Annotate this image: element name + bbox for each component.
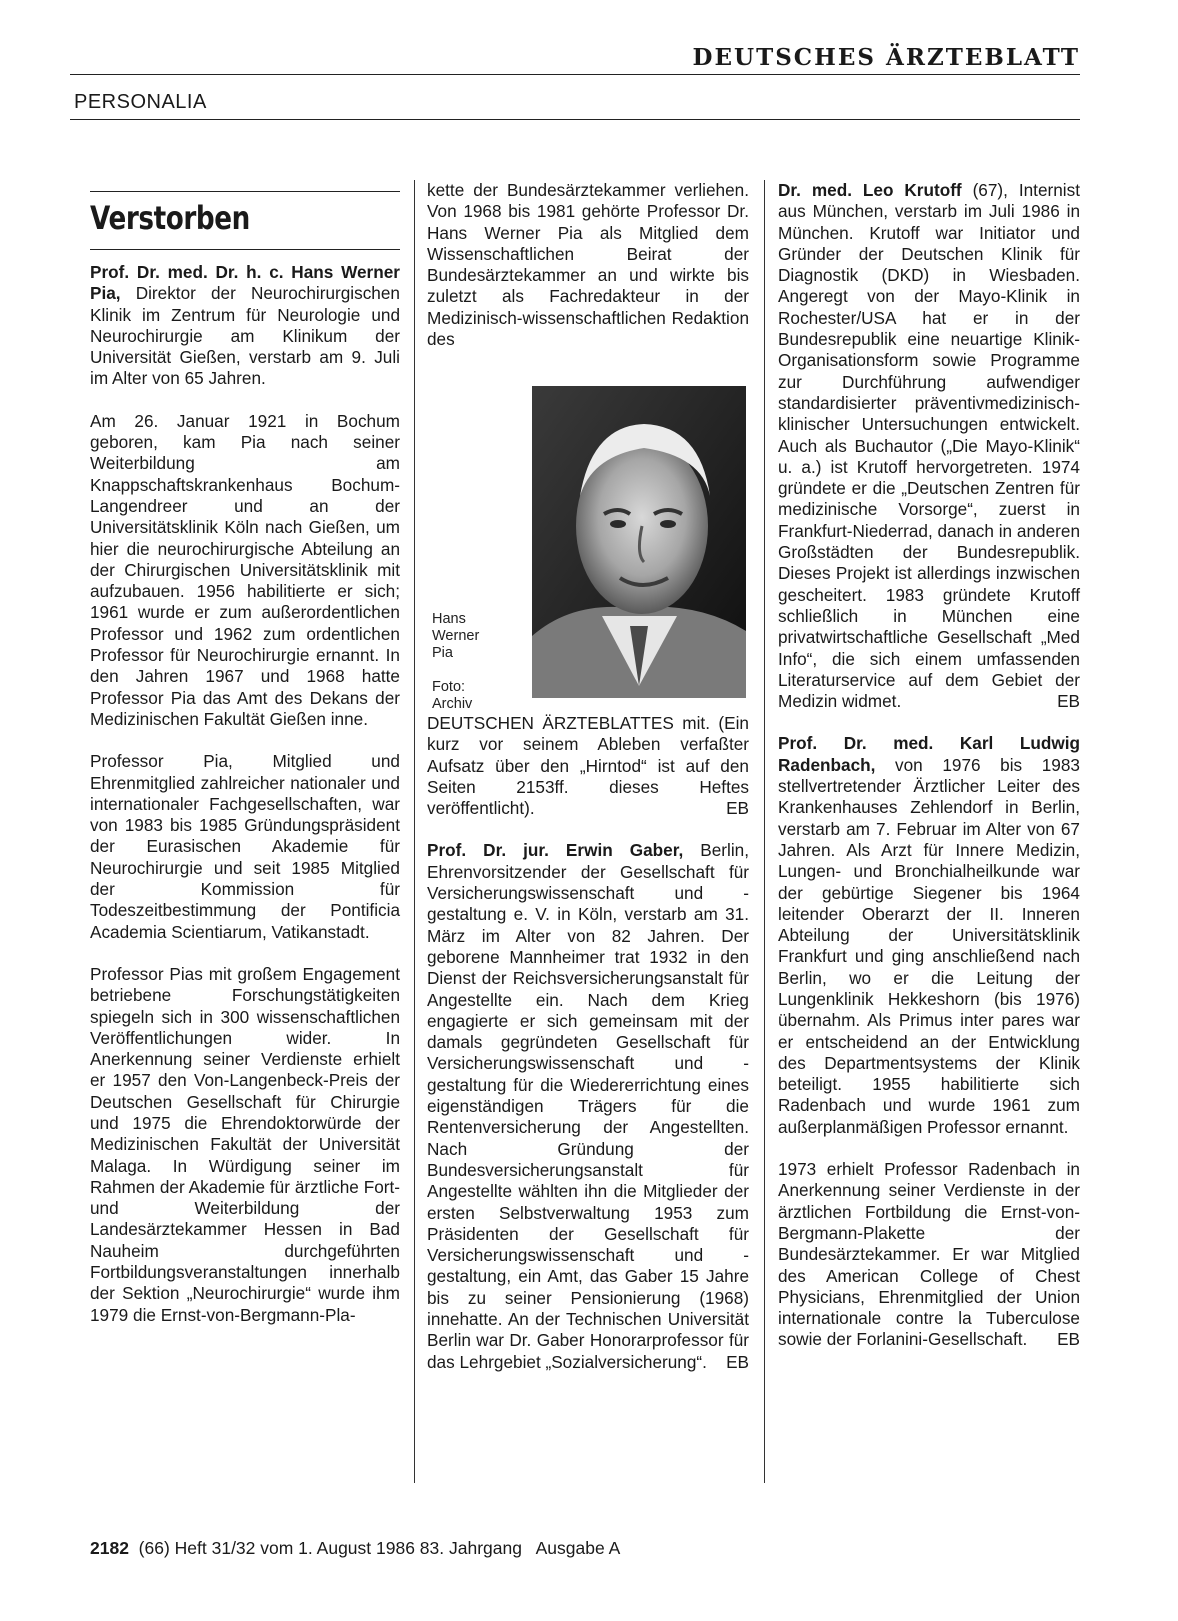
issue-info: (66) Heft 31/32 vom 1. August 1986 83. Jahrgang Ausgabe A bbox=[128, 1538, 621, 1558]
portrait-image bbox=[532, 386, 746, 698]
section-rule bbox=[70, 119, 1080, 120]
obituary-gaber bbox=[427, 840, 749, 1372]
obituary-radenbach-text: von 1976 bis 1983 stellvertretender Ärztlicher Leiter des Krankenhauses Zehlendorf in Berlin, verstarb am 7. Februar im Alter von 67 Jahren. Als Arzt für Innere Medizin, Lungen- und Bronchialheilkunde war der gebürtige Siegener bis 1964 leitender Oberarzt der II. Inneren Abteilung der Universitätsklinik Frankfurt und ging anschließend nach Berlin, wo er die Leitung der Lungenklinik Hekkeshorn (bis 1976) übernahm. Als Primus inter pares war er entscheidend an der Entwicklung des Departmentsystems der Klinik beteiligt. 1955 habilitierte sich Radenbach und wurde 1961 zum außerplanmäßigen Professor ernannt. bbox=[778, 754, 1080, 1137]
obituary-pia-p4: Professor Pias mit großem Engagement betriebene Forschungstätigkeiten spiegeln sich in 300 wissenschaftlichen Veröffentlichungen wider. In Anerkennung seiner Verdienste erhielt er 1957 den Von-Langenbeck-Preis der Deutschen Gesellschaft für Chirurgie und 1975 die Ehrendoktorwürde der Medizinischen Fakultät der Universität Malaga. In Würdigung seiner im Rahmen der Akademie für ärztliche Fort- und Weiterbildung der Landesärztekammer Hessen in Bad Nauheim durchgeführten Fortbildungsveranstaltungen innerhalb der Sektion „Neurochirurgie“ wurde ihm 1979 die Ernst-von-Bergmann-Pla- bbox=[90, 963, 400, 1325]
caption-credit-line-2: Archiv bbox=[432, 696, 473, 712]
caption-name-line-3: Pia bbox=[432, 645, 453, 661]
column-1 bbox=[90, 262, 400, 1326]
heading-bottom-rule bbox=[90, 249, 400, 250]
signature-eb: EB bbox=[1057, 691, 1080, 712]
obituary-pia-intro bbox=[90, 262, 400, 390]
obituary-radenbach-p2-text: 1973 erhielt Professor Radenbach in Anerkennung seiner Verdienste in der ärztlichen Fortbildung die Ernst-von-Bergmann-Plakette der Bundesärztekammer. Er war Mitglied des American College of Chest Physicians, Ehrenmitglied der Union internationale contre la Tuberculose sowie der Forlanini-Gesellschaft. bbox=[778, 1159, 1080, 1350]
column-2-bottom bbox=[427, 713, 749, 1373]
caption-name-line-2: Werner bbox=[432, 628, 480, 644]
section-label: PERSONALIA bbox=[74, 91, 207, 113]
obituary-krutoff bbox=[778, 180, 1080, 712]
obituary-pia-p5: kette der Bundesärztekammer verliehen. Von 1968 bis 1981 gehörte Professor Dr. Hans Werner Pia als Mitglied dem Wissenschaftlichen Beirat der Bundesärztekammer an und wirkte bis zuletzt als Fachredakteur in der Medizinisch-wissenschaftlichen Redaktion des bbox=[427, 180, 749, 350]
signature-eb: EB bbox=[1057, 1329, 1080, 1350]
portrait-photo bbox=[532, 386, 746, 698]
obituary-pia-intro-text: Direktor der Neurochirurgischen Klinik im Zentrum für Neurologie und Neurochirurgie am Klinikum der Universität Gießen, verstarb am 9. Juli im Alter von 65 Jahren. bbox=[90, 283, 400, 389]
photo-caption bbox=[432, 611, 479, 713]
heading: Verstorben bbox=[90, 199, 250, 237]
obituary-pia-p3: Professor Pia, Mitglied und Ehrenmitglied zahlreicher nationaler und internationaler Fachgesellschaften, war von 1983 bis 1985 Gründungspräsident der Eurasischen Akademie für Neurochirurgie und seit 1985 Mitglied der Kommission für Todeszeitbestimmung der Pontificia Academia Scientiarum, Vatikanstadt. bbox=[90, 751, 400, 942]
signature-eb: EB bbox=[726, 798, 749, 819]
obituary-gaber-text: Berlin, Ehrenvorsitzender der Gesellschaft für Versicherungswissenschaft und -gestaltung e. V. in Köln, verstarb am 31. März im Alter von 82 Jahren. Der geborene Mannheimer trat 1932 in den Dienst der Reichsversicherungsanstalt für Angestellte ein. Nach dem Krieg engagierte er sich gemeinsam mit der damals gegründeten Gesellschaft für Versicherungswissenschaft und -gestaltung für die Wiedererrichtung eines eigenständigen Trägers für die Rentenversicherung der Angestellten. Nach Gründung der Bundesversicherungsanstalt für Angestellte wählten ihn die Mitglieder der ersten Selbstverwaltung 1953 zum Präsidenten der Gesellschaft für Versicherungswissenschaft und -gestaltung, ein Amt, das Gaber 15 Jahre bis zu seiner Pensionierung (1968) innehatte. An der Technischen Universität Berlin war Dr. Gaber Honorarprofessor für das Lehrgebiet „Sozialversicherung“. bbox=[427, 840, 750, 1372]
obituary-radenbach-p2 bbox=[778, 1159, 1080, 1351]
obituary-pia-end bbox=[427, 713, 749, 819]
heading-top-rule bbox=[90, 191, 400, 192]
name-radenbach: Prof. Dr. med. Karl Ludwig Radenbach, bbox=[778, 733, 1080, 775]
masthead-rule bbox=[70, 74, 1080, 75]
obituary-krutoff-text: (67), Internist aus München, verstarb im Juli 1986 in München. Krutoff war Initiator und Gründer der Deutschen Klinik für Diagnostik (DKD) in Wiesbaden. Angeregt von der Mayo-Klinik in Rochester/USA hat er in der Bundesrepublik eine neuartige Klinik-Organisationsform sowie Programme zur Durchführung aufwendiger standardisierter präventivmedizinisch-klinischer Untersuchungen entwickelt. Auch als Buchautor („Die Mayo-Klinik“ u. a.) ist Krutoff hervorgetreten. 1974 gründete er die „Deutschen Zentren für medizinische Vorsorge“, zuerst in Frankfurt-Niederrad, danach in anderen Großstädten der Bundesrepublik. Dieses Projekt ist allerdings inzwischen gescheitert. 1983 gründete Krutoff schließlich in München eine privatwirtschaftliche Gesellschaft „Med Info“, die sich einem umfassenden Literaturservice auf dem Gebiet der Medizin widmet. bbox=[778, 180, 1080, 712]
column-divider-1 bbox=[414, 180, 415, 1483]
caption-credit-line-1: Foto: bbox=[432, 679, 466, 695]
column-3 bbox=[778, 180, 1080, 1351]
obituary-pia-end-text: DEUTSCHEN ÄRZTEBLATTES mit. (Ein kurz vor seinem Ableben verfaßter Aufsatz über den „Hirntod“ ist auf den Seiten 2153ff. dieses Heftes veröffentlicht). bbox=[427, 713, 749, 819]
signature-eb: EB bbox=[726, 1351, 749, 1372]
obituary-pia-p2: Am 26. Januar 1921 in Bochum geboren, kam Pia nach seiner Weiterbildung am Knappschaftskrankenhaus Bochum-Langendreer und an der Universitätsklinik Köln nach Gießen, um hier die neurochirurgische Abteilung an der Chirurgischen Universitätsklinik mit aufzubauen. 1956 habilitierte er sich; 1961 wurde er zum außerordentlichen Professor und 1962 zum ordentlichen Professor für Neurochirurgie ernannt. In den Jahren 1967 und 1968 hatte Professor Pia das Amt des Dekans der Medizinischen Fakultät Gießen inne. bbox=[90, 410, 400, 729]
name-pia: Prof. Dr. med. Dr. h. c. Hans Werner Pia, bbox=[90, 262, 400, 304]
column-2-top bbox=[427, 180, 749, 350]
name-gaber: Prof. Dr. jur. Erwin Gaber, bbox=[427, 840, 684, 861]
masthead: DEUTSCHES ÄRZTEBLATT bbox=[692, 44, 1080, 71]
page-footer bbox=[90, 1537, 620, 1559]
name-krutoff: Dr. med. Leo Krutoff bbox=[778, 180, 962, 200]
caption-name-line-1: Hans bbox=[432, 611, 466, 627]
obituary-radenbach bbox=[778, 733, 1080, 1138]
page-number: 2182 bbox=[90, 1538, 129, 1558]
column-divider-2 bbox=[764, 180, 765, 1483]
